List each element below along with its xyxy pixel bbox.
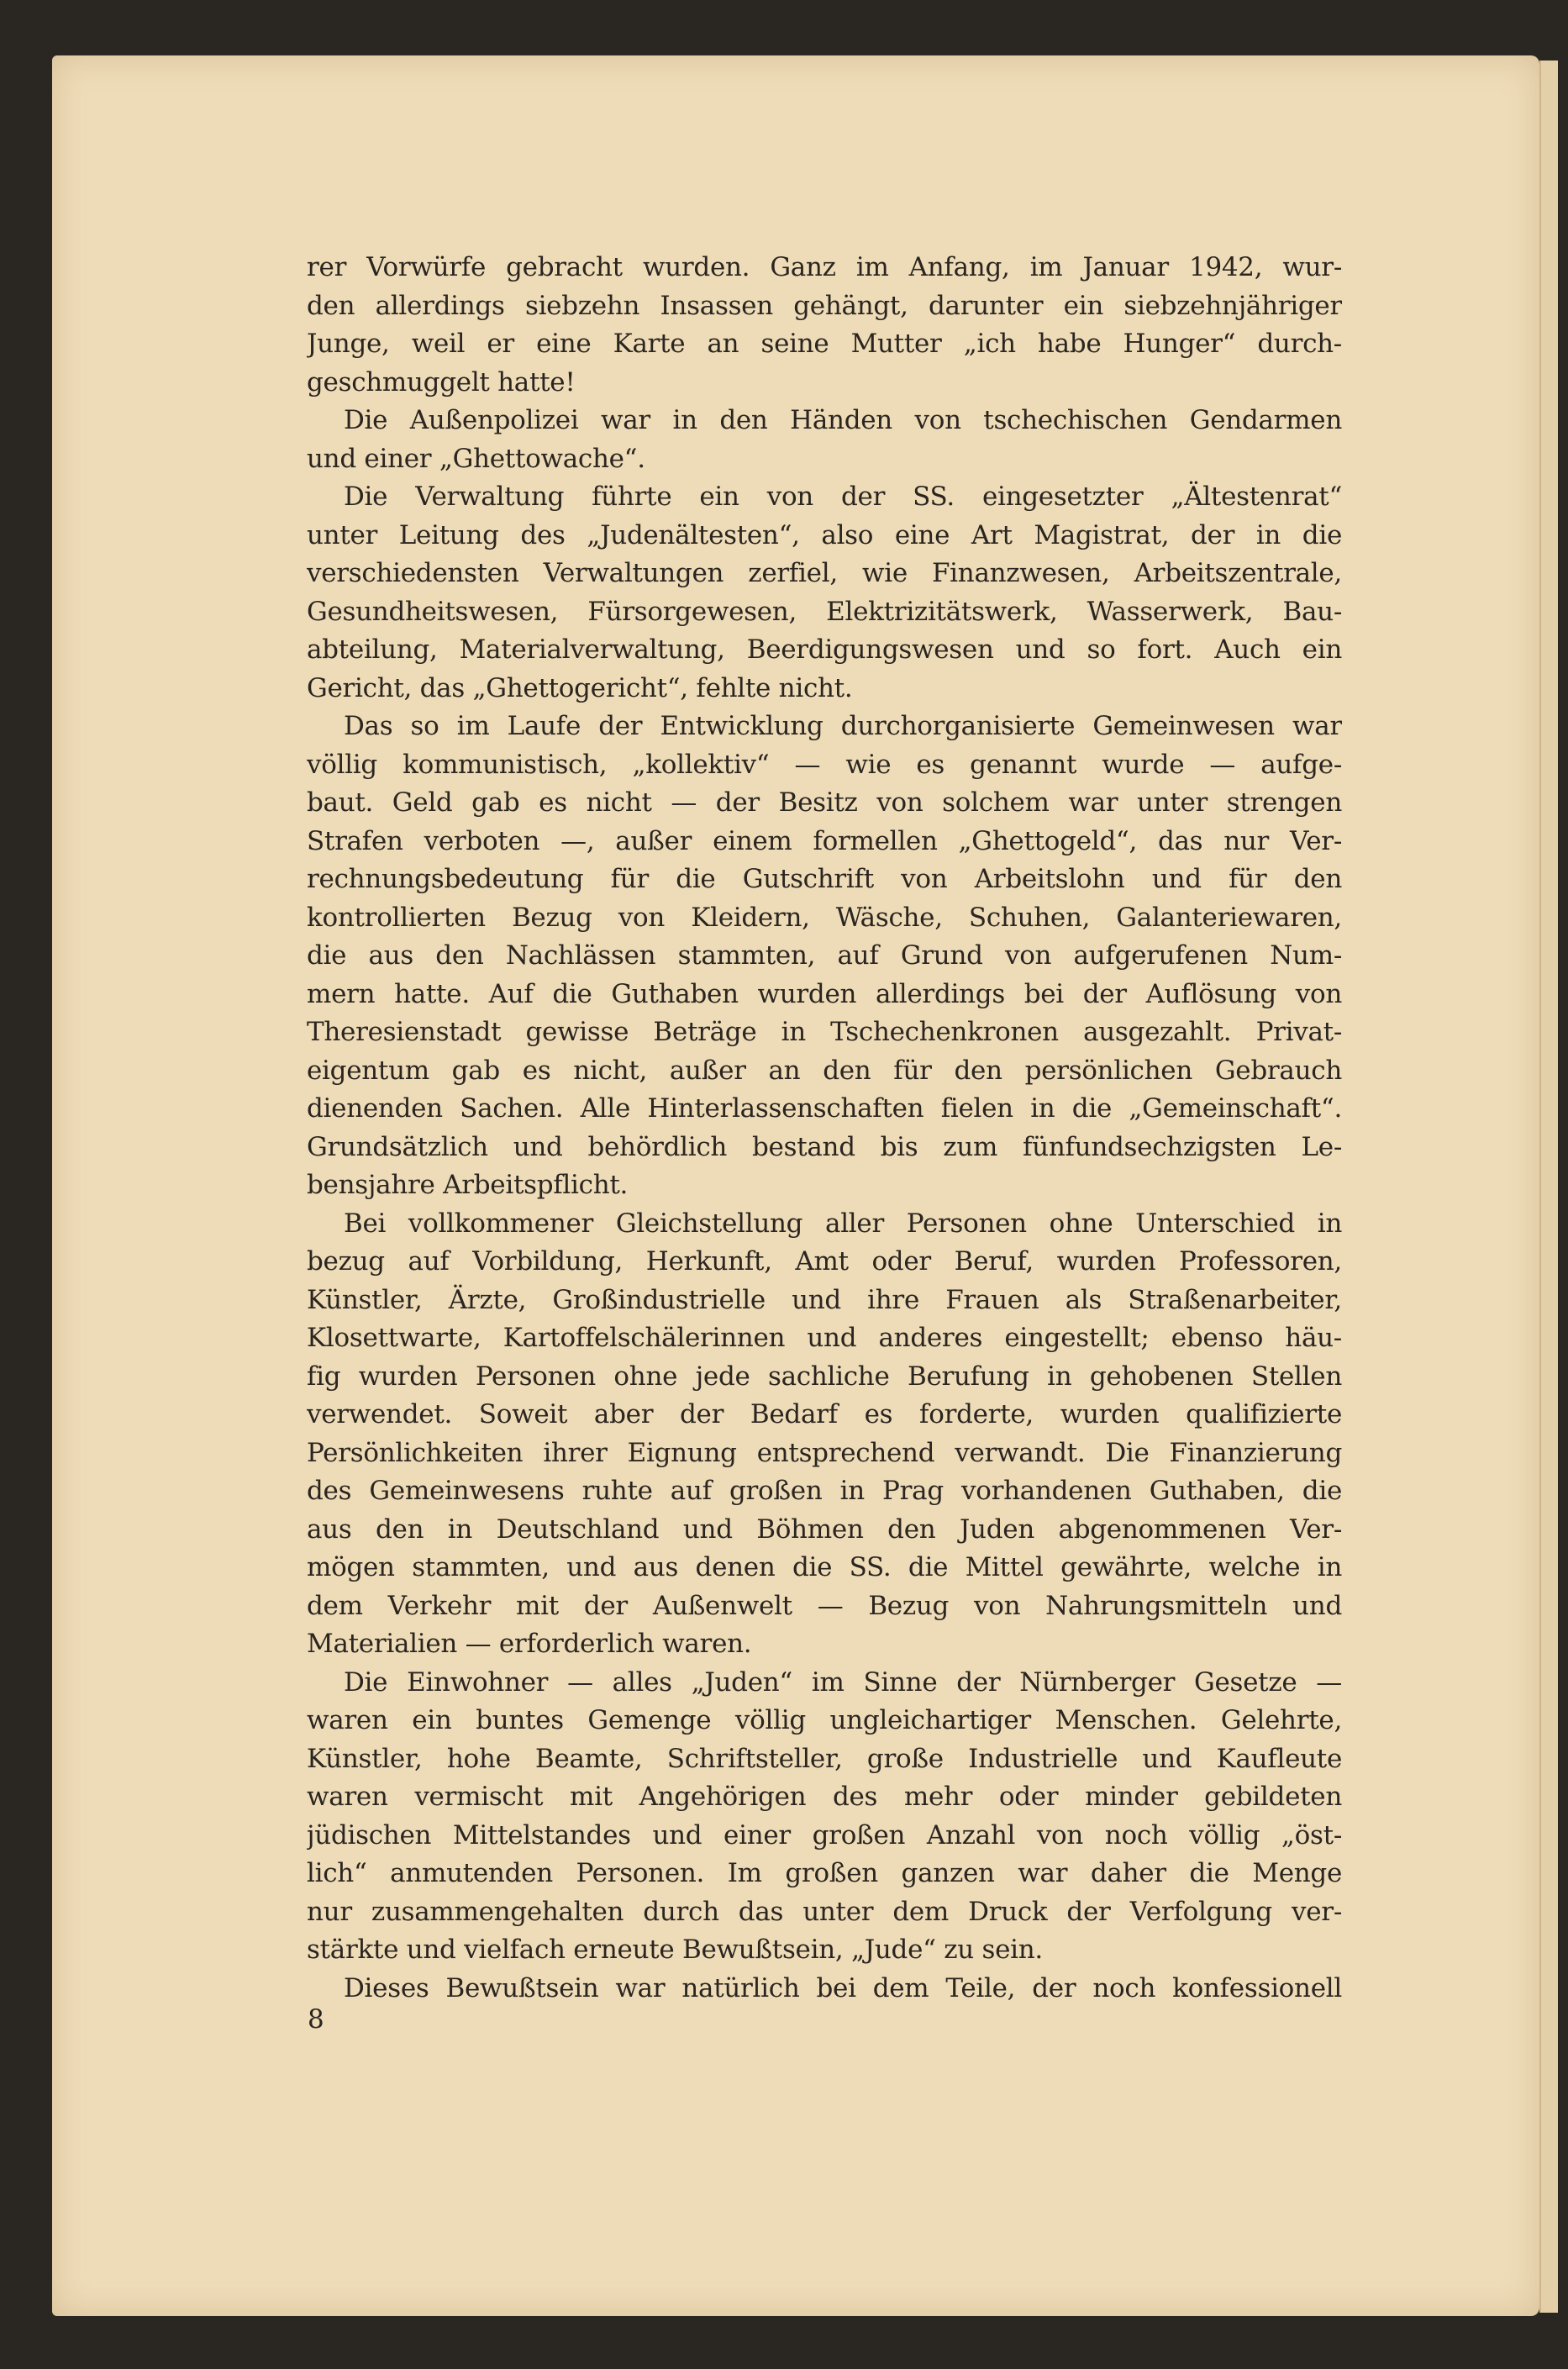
text-line: dem Verkehr mit der Außenwelt — Bezug von Nahrungsmitteln und	[307, 1590, 1342, 1621]
text-line: Die Außenpolizei war in den Händen von tschechischen Gendarmen	[344, 405, 1342, 435]
text-line: Bei vollkommener Gleichstellung aller Personen ohne Unterschied in	[344, 1208, 1342, 1239]
text-line: Junge, weil er eine Karte an seine Mutter „ich habe Hunger“ durch-	[307, 329, 1342, 359]
text-line: Künstler, Ärzte, Großindustrielle und ihre Frauen als Straßenarbeiter,	[307, 1284, 1342, 1315]
text-line: geschmuggelt hatte!	[307, 366, 576, 397]
text-line: bezug auf Vorbildung, Herkunft, Amt oder Beruf, wurden Professoren,	[307, 1246, 1342, 1277]
text-line: und einer „Ghettowache“.	[307, 443, 645, 474]
text-line: verwendet. Soweit aber der Bedarf es forderte, wurden qualifizierte	[307, 1399, 1342, 1429]
text-line: dienenden Sachen. Alle Hinterlassenschaften fielen in die „Gemeinschaft“.	[307, 1093, 1342, 1124]
text-line: Grundsätzlich und behördlich bestand bis zum fünfundsechzigsten Le-	[307, 1131, 1342, 1162]
text-line: Gericht, das „Ghettogericht“, fehlte nicht.	[307, 672, 853, 703]
text-line: stärkte und vielfach erneute Bewußtsein, „Jude“ zu sein.	[307, 1935, 1043, 1965]
text-line: waren vermischt mit Angehörigen des mehr oder minder gebildeten	[307, 1782, 1342, 1812]
text-line: bensjahre Arbeitspflicht.	[307, 1170, 629, 1200]
text-line: fig wurden Personen ohne jede sachliche Berufung in gehobenen Stellen	[307, 1361, 1342, 1392]
text-line: völlig kommunistisch, „kollektiv“ — wie es genannt wurde — aufge-	[307, 749, 1342, 780]
text-line: Dieses Bewußtsein war natürlich bei dem Teile, der noch konfessionell	[344, 1972, 1342, 2003]
text-line: des Gemeinwesens ruhte auf großen in Prag vorhandenen Guthaben, die	[307, 1476, 1342, 1506]
text-line: mern hatte. Auf die Guthaben wurden allerdings bei der Auflösung von	[307, 978, 1342, 1009]
text-line: eigentum gab es nicht, außer an den für den persönlichen Gebrauch	[307, 1055, 1342, 1086]
text-line: lich“ anmutenden Personen. Im großen ganzen war daher die Menge	[307, 1858, 1342, 1888]
text-line: Gesundheitswesen, Fürsorgewesen, Elektrizitätswerk, Wasserwerk, Bau-	[307, 596, 1342, 627]
text-line: baut. Geld gab es nicht — der Besitz von solchem war unter strengen	[307, 787, 1342, 818]
text-line: kontrollierten Bezug von Kleidern, Wäsche, Schuhen, Galanteriewaren,	[307, 902, 1342, 933]
text-line: Persönlichkeiten ihrer Eignung entsprechend verwandt. Die Finanzierung	[307, 1437, 1342, 1468]
text-line: abteilung, Materialverwaltung, Beerdigungswesen und so fort. Auch ein	[307, 634, 1342, 665]
body-text	[307, 249, 1342, 2008]
text-line: unter Leitung des „Judenältesten“, also eine Art Magistrat, der in die	[307, 519, 1342, 550]
text-line: verschiedensten Verwaltungen zerfiel, wie Finanzwesen, Arbeitszentrale,	[307, 558, 1342, 588]
text-line: den allerdings siebzehn Insassen gehängt, darunter ein siebzehnjähriger	[307, 290, 1342, 321]
next-page-edge	[1539, 61, 1558, 2313]
text-line: Klosettwarte, Kartoffelschälerinnen und anderes eingestellt; ebenso häu-	[307, 1323, 1342, 1353]
text-line: rer Vorwürfe gebracht wurden. Ganz im Anfang, im Januar 1942, wur-	[307, 252, 1342, 282]
text-line: Strafen verboten —, außer einem formellen „Ghettogeld“, das nur Ver-	[307, 825, 1342, 856]
text-line: nur zusammengehalten durch das unter dem Druck der Verfolgung ver-	[307, 1896, 1342, 1927]
text-line: Materialien — erforderlich waren.	[307, 1629, 752, 1659]
text-line: Künstler, hohe Beamte, Schriftsteller, große Industrielle und Kaufleute	[307, 1743, 1342, 1774]
text-line: waren ein buntes Gemenge völlig ungleichartiger Menschen. Gelehrte,	[307, 1705, 1342, 1735]
text-line: Das so im Laufe der Entwicklung durchorganisierte Gemeinwesen war	[344, 711, 1342, 741]
text-line: rechnungsbedeutung für die Gutschrift von Arbeitslohn und für den	[307, 864, 1342, 894]
text-line: Die Einwohner — alles „Juden“ im Sinne der Nürnberger Gesetze —	[344, 1666, 1342, 1698]
page-number: 8	[308, 2004, 324, 2035]
text-line: Theresienstadt gewisse Beträge in Tschechenkronen ausgezahlt. Privat-	[307, 1017, 1342, 1047]
text-line: Die Verwaltung führte ein von der SS. eingesetzter „Ältestenrat“	[344, 482, 1342, 512]
text-line: aus den in Deutschland und Böhmen den Juden abgenommenen Ver-	[307, 1514, 1342, 1545]
text-line: jüdischen Mittelstandes und einer großen Anzahl von noch völlig „öst-	[307, 1819, 1342, 1850]
text-line: die aus den Nachlässen stammten, auf Grund von aufgerufenen Num-	[307, 940, 1342, 971]
text-line: mögen stammten, und aus denen die SS. die Mittel gewährte, welche in	[307, 1552, 1342, 1582]
